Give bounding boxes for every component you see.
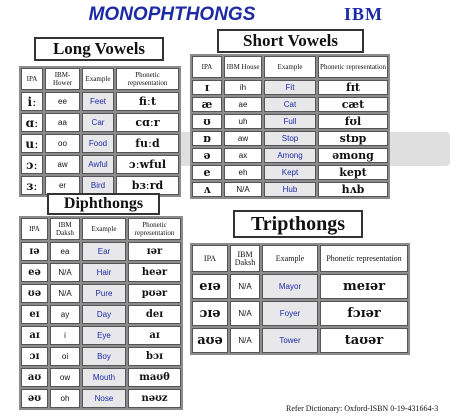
example-cell: Feet: [82, 92, 114, 111]
phonetic-cell: fuːd: [116, 134, 179, 153]
table-row: [21, 155, 179, 174]
ipa-cell: ə: [192, 148, 222, 163]
table-row: [192, 165, 388, 180]
table-row: [192, 182, 388, 197]
phonetic-cell: aɪ: [128, 326, 181, 345]
phonetic-cell: fɔɪər: [320, 301, 408, 326]
ipa-cell: ɑː: [21, 113, 43, 132]
phonetic-cell: kept: [318, 165, 388, 180]
header-phonetic: Phonetic representation: [318, 56, 388, 78]
long-vowels-rows: [21, 92, 179, 195]
ibm-cell: ow: [50, 368, 80, 387]
table-row: [192, 274, 408, 299]
example-cell: Day: [82, 305, 126, 324]
phonetic-cell: bɔɪ: [128, 347, 181, 366]
diphthongs-title: Diphthongs: [47, 193, 160, 215]
ipa-cell: ɪə: [21, 242, 48, 261]
ibm-cell: N/A: [230, 274, 260, 299]
example-cell: Eye: [82, 326, 126, 345]
phonetic-cell: taʊər: [320, 328, 408, 353]
table-row: [21, 284, 181, 303]
ibm-cell: N/A: [230, 328, 260, 353]
example-cell: Stop: [264, 131, 316, 146]
table-row: [21, 263, 181, 282]
ipa-cell: ɜː: [21, 176, 43, 195]
table-row: [21, 305, 181, 324]
example-cell: Hair: [82, 263, 126, 282]
phonetic-cell: stɒp: [318, 131, 388, 146]
triphthongs-table: [190, 243, 410, 355]
table-row: [21, 134, 179, 153]
triphthongs-title: Tripthongs: [233, 210, 363, 238]
example-cell: Bird: [82, 176, 114, 195]
example-cell: Awful: [82, 155, 114, 174]
ipa-cell: ɪ: [192, 80, 222, 95]
example-cell: Nose: [82, 389, 126, 408]
ibm-cell: aa: [45, 113, 80, 132]
phonetic-cell: fʊl: [318, 114, 388, 129]
phonetic-cell: bɜːrd: [116, 176, 179, 195]
phonetic-cell: ɔːwful: [116, 155, 179, 174]
header-phonetic: Phonetic representation: [128, 218, 181, 240]
table-row: [21, 368, 181, 387]
phonetic-cell: nəʊz: [128, 389, 181, 408]
phonetic-cell: əmong: [318, 148, 388, 163]
example-cell: Car: [82, 113, 114, 132]
header-ipa: IPA: [192, 56, 222, 78]
ibm-cell: ea: [50, 242, 80, 261]
header-ipa: IPA: [192, 245, 228, 272]
ipa-cell: ʌ: [192, 182, 222, 197]
example-cell: Foyer: [262, 301, 318, 326]
example-cell: Pure: [82, 284, 126, 303]
ibm-cell: i: [50, 326, 80, 345]
ipa-cell: aɪ: [21, 326, 48, 345]
ipa-cell: əʊ: [21, 389, 48, 408]
ibm-cell: ay: [50, 305, 80, 324]
header-ibm: IBM House: [224, 56, 262, 78]
ibm-cell: aw: [45, 155, 80, 174]
ipa-cell: ʊ: [192, 114, 222, 129]
ipa-cell: ɔː: [21, 155, 43, 174]
ipa-cell: ɔɪə: [192, 301, 228, 326]
phonetic-cell: cɑːr: [116, 113, 179, 132]
table-row: [21, 113, 179, 132]
ibm-cell: N/A: [50, 284, 80, 303]
example-cell: Kept: [264, 165, 316, 180]
header-ibm: IBM Daksh: [230, 245, 260, 272]
ibm-cell: oo: [45, 134, 80, 153]
ipa-cell: ʊə: [21, 284, 48, 303]
ipa-cell: eɪə: [192, 274, 228, 299]
table-row: [21, 347, 181, 366]
example-cell: Tower: [262, 328, 318, 353]
header-ibm: IBM-Hower: [45, 68, 80, 90]
example-cell: Food: [82, 134, 114, 153]
header-example: Example: [264, 56, 316, 78]
table-row: [192, 301, 408, 326]
phonetic-cell: pʊər: [128, 284, 181, 303]
example-cell: Full: [264, 114, 316, 129]
table-row: [21, 242, 181, 261]
example-cell: Mouth: [82, 368, 126, 387]
ibm-cell: uh: [224, 114, 262, 129]
short-vowels-rows: [192, 80, 388, 197]
phonetic-cell: maʊθ: [128, 368, 181, 387]
diphthongs-rows: [21, 242, 181, 408]
header-example: Example: [82, 68, 114, 90]
ibm-cell: ih: [224, 80, 262, 95]
diphthongs-table: [19, 216, 183, 410]
long-vowels-table: [19, 66, 181, 197]
header-ipa: IPA: [21, 218, 48, 240]
long-vowels-title: Long Vowels: [34, 37, 164, 61]
triphthongs-rows: [192, 274, 408, 353]
table-row: [192, 97, 388, 112]
table-row: [192, 328, 408, 353]
ibm-cell: aw: [224, 131, 262, 146]
phonetic-cell: deɪ: [128, 305, 181, 324]
short-vowels-table: [190, 54, 390, 199]
ibm-cell: eh: [224, 165, 262, 180]
ibm-cell: ae: [224, 97, 262, 112]
ibm-cell: er: [45, 176, 80, 195]
ibm-cell: oh: [50, 389, 80, 408]
header-example: Example: [82, 218, 126, 240]
ibm-cell: N/A: [224, 182, 262, 197]
ipa-cell: ɔɪ: [21, 347, 48, 366]
reference-footer: Refer Dictionary: Oxford-ISBN 0-19-431664-3: [286, 404, 439, 413]
ibm-cell: N/A: [230, 301, 260, 326]
table-row: [192, 131, 388, 146]
phonetic-cell: hʌb: [318, 182, 388, 197]
example-cell: Mayor: [262, 274, 318, 299]
table-row: [192, 148, 388, 163]
example-cell: Cat: [264, 97, 316, 112]
table-row: [192, 114, 388, 129]
ipa-cell: aʊə: [192, 328, 228, 353]
example-cell: Ear: [82, 242, 126, 261]
table-row: [192, 80, 388, 95]
phonetic-cell: fɪt: [318, 80, 388, 95]
short-vowels-title: Short Vowels: [217, 29, 364, 53]
table-row: [21, 92, 179, 111]
table-row: [21, 326, 181, 345]
ipa-cell: eə: [21, 263, 48, 282]
ipa-cell: iː: [21, 92, 43, 111]
ipa-cell: æ: [192, 97, 222, 112]
phonetic-cell: heər: [128, 263, 181, 282]
table-row: [21, 389, 181, 408]
example-cell: Among: [264, 148, 316, 163]
phonetic-cell: cæt: [318, 97, 388, 112]
phonetic-cell: meɪər: [320, 274, 408, 299]
example-cell: Hub: [264, 182, 316, 197]
page-title: MONOPHTHONGS: [88, 4, 256, 25]
ipa-cell: ɒ: [192, 131, 222, 146]
ibm-cell: ee: [45, 92, 80, 111]
example-cell: Boy: [82, 347, 126, 366]
ibm-cell: oi: [50, 347, 80, 366]
header-phonetic: Phonetic representation: [320, 245, 408, 272]
ipa-cell: eɪ: [21, 305, 48, 324]
ibm-cell: N/A: [50, 263, 80, 282]
ipa-cell: uː: [21, 134, 43, 153]
header-example: Example: [262, 245, 318, 272]
ibm-cell: ax: [224, 148, 262, 163]
ipa-cell: e: [192, 165, 222, 180]
example-cell: Fit: [264, 80, 316, 95]
header-ibm: IBM Daksh: [50, 218, 80, 240]
phonetic-cell: ɪər: [128, 242, 181, 261]
phonetic-cell: fiːt: [116, 92, 179, 111]
ipa-cell: aʊ: [21, 368, 48, 387]
header-phonetic: Phonetic representation: [116, 68, 179, 90]
ibm-logo: IBM: [344, 4, 383, 24]
header-ipa: IPA: [21, 68, 43, 90]
